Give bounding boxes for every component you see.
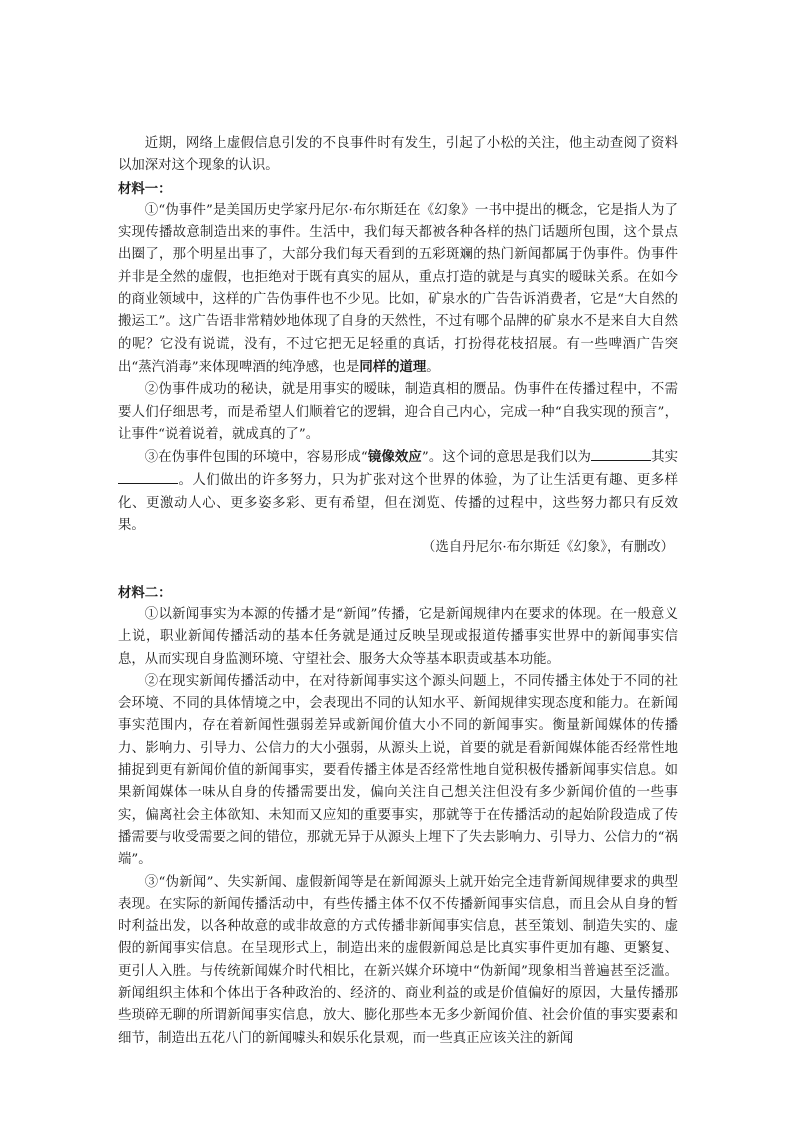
material-1-source: （选自丹尼尔·布尔斯廷《幻象》，有删改）: [422, 540, 674, 556]
intro-paragraph: 近期，网络上虚假信息引发的不良事件时有发生，引起了小松的关注，他主动查阅了资料以加深对这个现象的认识。: [118, 136, 678, 174]
material-2-paragraph-3: ③“伪新闻”、失实新闻、虚假新闻等是在新闻源头上就开始完全违背新闻规律要求的典型表现。在实际的新闻传播活动中，有些传播主体不仅不传播新闻事实信息，而且会从自身的暂时利益出发，以各种故意的或非故意的方式传播非新闻事实信息，甚至策划、制造失实的、虚假的新闻事实信息。在呈现形式上，制造出来的虚假新闻总是比真实事件更加有趣、更繁复、更引人入胜。与传统新闻媒介时代相比，在新兴媒介环境中“伪新闻”现象相当普遍甚至泛滥。新闻组织主体和个体出于各种政治的、经济的、商业利益的或是价值偏好的原因，大量传播那些琐碎无聊的所谓新闻事实信息，放大、膨化那些本无多少新闻价值、社会价值的事实要素和细节，制造出五花八门的新闻噱头和娱乐化景观，而一些真正应该关注的新闻: [118, 874, 678, 1046]
material-1-p1-bold: 同样的道理: [359, 358, 427, 375]
material-2-paragraph-1: ①以新闻事实为本源的传播才是“新闻”传播，它是新闻规律内在要求的体现。在一般意义上说，职业新闻传播活动的基本任务就是通过反映呈现或报道传播事实世界中的新闻事实信息，从而实现自身监测环境、守望社会、服务大众等基本职责或基本功能。: [118, 606, 678, 667]
material-1-p1-end: 。: [426, 359, 440, 375]
fill-blank-2[interactable]: [118, 469, 178, 484]
material-2-paragraph-2: ②在现实新闻传播活动中，在对待新闻事实这个源头问题上，不同传播主体处于不同的社会环境、不同的具体情境之中，会表现出不同的认知水平、新闻规律实现态度和能力。在新闻事实范围内，存在着新闻性强弱差异或新闻价值大小不同的新闻事实。衡量新闻媒体的传播力、影响力、引导力、公信力的大小强弱，从源头上说，首要的就是看新闻媒体能否经常性地捕捉到更有新闻价值的新闻事实，要看传播主体是否经常性地自觉积极传播新闻事实信息。如果新闻媒体一味从自身的传播需要出发，偏向关注自己想关注但没有多少新闻价值的一些事实，偏离社会主体欲知、未知而又应知的重要事实，那就等于在传播活动的起始阶段造成了传播需要与收受需要之间的错位，那就无异于从源头上埋下了失去影响力、引导力、公信力的“祸端”。: [118, 673, 678, 868]
material-1-p3-bold: 镜像效应: [367, 449, 422, 466]
document-page: [118, 133, 678, 1050]
material-1-p1-text: ①“伪事件”是美国历史学家丹尼尔·布尔斯廷在《幻象》一书中提出的概念，它是指人为了实现传播故意制造出来的事件。生活中，我们每天都被各种各样的热门话题所包围，这个景点出圈了，那个明星出事了，大部分我们每天看到的五彩斑斓的热门新闻都属于伪事件。伪事件并非是全然的虚假，也拒绝对于既有真实的屈从，重点打造的就是与真实的暧昧关系。在如今的商业领域中，这样的广告伪事件也不少见。比如，矿泉水的广告告诉消费者，它是“大自然的搬运工”。这广告语非常精妙地体现了自身的天然性，不过有哪个品牌的矿泉水不是来自大自然的呢？它没有说谎，没有，不过它把无足轻重的真话，打扮得花枝招展。有一些啤酒广告突出“蒸汽消毒”来体现啤酒的纯净感，也是: [118, 202, 678, 375]
material-1-paragraph-2: ②伪事件成功的秘诀，就是用事实的暧昧，制造真相的赝品。伪事件在传播过程中，不需要人们仔细思考，而是希望人们顺着它的逻辑，迎合自己内心，完成一种“自我实现的预言”，让事件“说着说着，就成真的了”。: [118, 382, 678, 442]
material-1-p3-text-b: ”。这个词的意思是我们以为: [421, 450, 591, 466]
fill-blank-1[interactable]: [591, 446, 651, 461]
material-1-paragraph-3: [118, 446, 678, 537]
material-1-paragraph-1: [118, 200, 678, 379]
material-1-p3-text-a: ③在伪事件包围的环境中，容易形成“: [144, 450, 368, 466]
material-1-heading: 材料一：: [118, 180, 172, 197]
section-gap: [118, 560, 678, 582]
material-1-p3-text-c: 其实: [650, 450, 678, 466]
material-2-heading: 材料二：: [118, 584, 172, 601]
material-1-p3-text-d: 。人们做出的许多努力，只为扩张对这个世界的体验，为了让生活更有趣、更多样化、更激动人心、更多姿多彩、更有希望，但在浏览、传播的过程中，这些努力都只有反效果。: [118, 473, 678, 534]
